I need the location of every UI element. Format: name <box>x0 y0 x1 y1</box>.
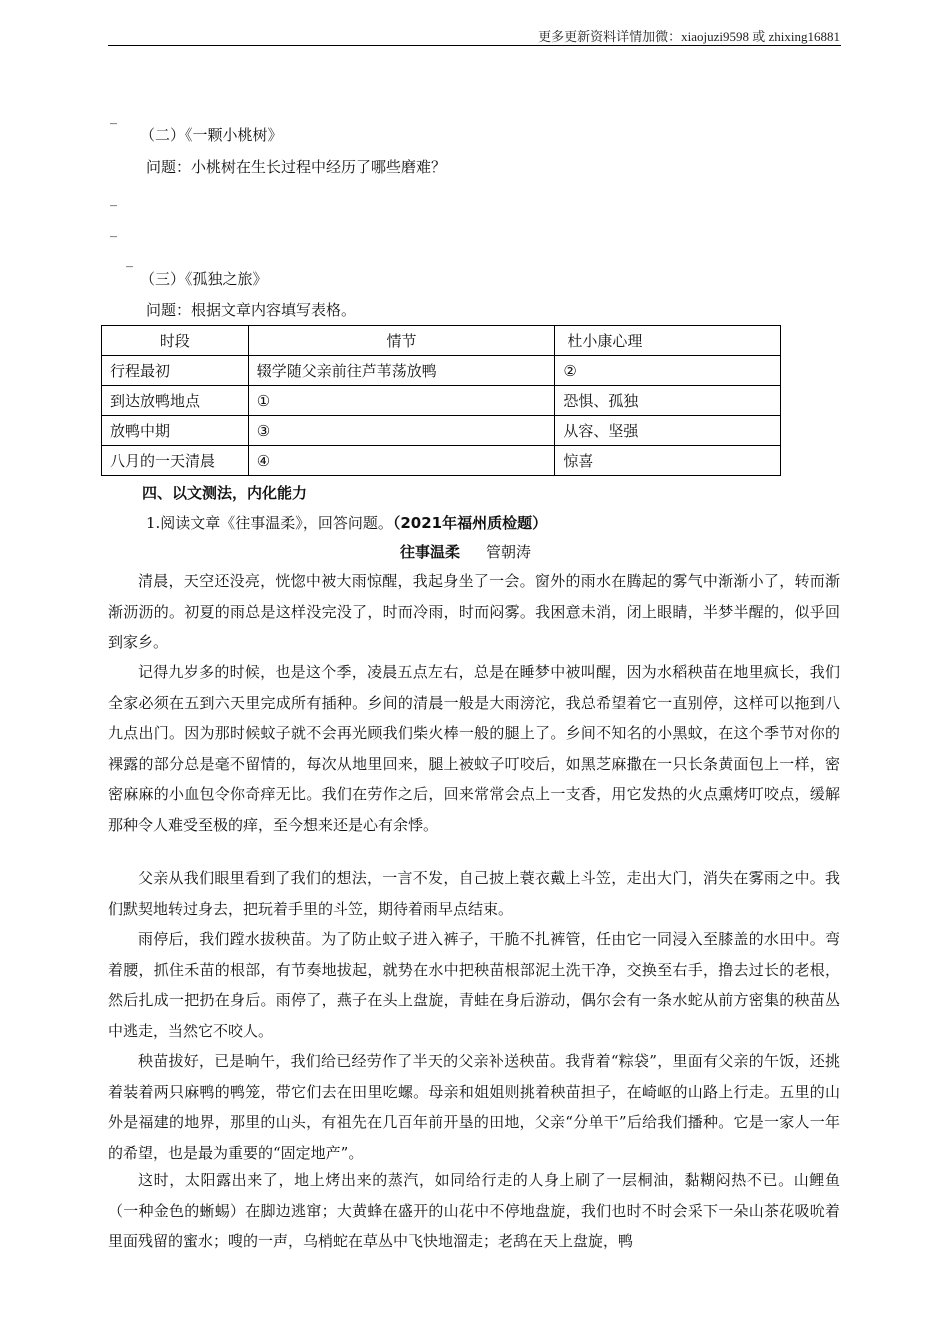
section-2-question: 问题：小桃树在生长过程中经历了哪些磨难？ <box>146 158 447 176</box>
article-title-row <box>400 541 531 563</box>
table-cell: 恐惧、孤独 <box>555 386 781 416</box>
section-2-heading: （二）《一颗小桃树》 <box>140 126 283 144</box>
table-cell: 辍学随父亲前往芦苇荡放鸭 <box>248 356 555 386</box>
table-row <box>102 416 781 446</box>
table-cell: 惊喜 <box>555 446 781 476</box>
article-paragraph: 这时，太阳露出来了，地上烤出来的蒸汽，如同给行走的人身上刷了一层桐油，黏糊闷热不已。山鲤鱼（一种金色的蜥蜴）在脚边逃窜；大黄蜂在盛开的山花中不停地盘旋，我们也时不时会采下一朵山茶花吸吮着里面残留的蜜水；嗖的一声，乌梢蛇在草丛中飞快地溜走；老鸹在天上盘旋，鸭 <box>108 1171 840 1251</box>
blank-answer-line: _ <box>110 109 117 125</box>
blank-answer-line: _ <box>110 191 117 207</box>
article-title: 往事温柔 <box>400 543 461 561</box>
section-3-heading: （三）《孤独之旅》 <box>140 270 268 288</box>
table-cell: 八月的一天清晨 <box>102 446 249 476</box>
blank-answer-line: _ <box>110 222 117 238</box>
article-paragraph: 父亲从我们眼里看到了我们的想法，一言不发，自己披上蓑衣戴上斗笠，走出大门，消失在雾雨之中。我们默契地转过身去，把玩着手里的斗笠，期待着雨早点结束。 <box>108 869 840 918</box>
section-3-question: 问题：根据文章内容填写表格。 <box>146 301 357 319</box>
table-cell: ③ <box>248 416 555 446</box>
table-header-cell: 杜小康心理 <box>555 326 781 356</box>
article-paragraph: 清晨，天空还没亮，恍惚中被大雨惊醒，我起身坐了一会。窗外的雨水在腾起的雾气中渐渐小了，转而渐渐沥沥的。初夏的雨总是这样没完没了，时而冷雨，时而闷雾。我困意未消，闭上眼睛，半梦半醒的，似乎回到家乡。 <box>108 572 840 652</box>
page-header-text: 更多更新资料详情加微：xiaojuzi9598 或 zhixing16881 <box>538 29 840 44</box>
table-cell: 放鸭中期 <box>102 416 249 446</box>
table-cell: ② <box>555 356 781 386</box>
blank-answer-line: _ <box>126 252 133 268</box>
table-row <box>102 446 781 476</box>
article-paragraph: 记得九岁多的时候，也是这个季，凌晨五点左右，总是在睡梦中被叫醒，因为水稻秧苗在地里疯长，我们全家必须在五到六天里完成所有插种。乡间的清晨一般是大雨滂沱，我总希望着它一直别停，这样可以拖到八九点出门。因为那时候蚊子就不会再光顾我们柴火棒一般的腿上了。乡间不知名的小黑蚊，在这个季节对你的裸露的部分总是毫不留情的，每次从地里回来，腿上被蚊子叮咬后，如黑芝麻撒在一只长条黄面包上一样，密密麻麻的小血包令你奇痒无比。我们在劳作之后，回来常常会点上一支香，用它发热的火点熏烤叮咬点，缓解那种令人难受至极的痒，至今想来还是心有余悸。 <box>108 663 840 834</box>
table-cell: 到达放鸭地点 <box>102 386 249 416</box>
table-cell: 从容、坚强 <box>555 416 781 446</box>
fill-in-table <box>101 325 781 476</box>
reading-task-text: 1.阅读文章《往事温柔》，回答问题。 <box>146 514 393 532</box>
article-paragraph: 雨停后，我们蹚水拔秧苗。为了防止蚊子进入裤子，干脆不扎裤管，任由它一同浸入至膝盖的水田中。弯着腰，抓住禾苗的根部，有节奏地拔起，就势在水中把秧苗根部泥土洗干净，交换至右手，撸去过长的老根，然后扎成一把扔在身后。雨停了，燕子在头上盘旋，青蛙在身后游动，偶尔会有一条水蛇从前方密集的秧苗丛中逃走，当然它不咬人。 <box>108 930 840 1040</box>
table-cell: ④ <box>248 446 555 476</box>
table-cell: ① <box>248 386 555 416</box>
table-header-cell: 情节 <box>248 326 555 356</box>
reading-task <box>146 512 547 534</box>
table-cell: 行程最初 <box>102 356 249 386</box>
header-divider <box>108 45 841 46</box>
part-4-heading: 四、以文测法，内化能力 <box>142 484 308 502</box>
table-header-cell: 时段 <box>102 326 249 356</box>
reading-task-source: （2021年福州质检题） <box>392 514 548 532</box>
table-header-row <box>102 326 781 356</box>
table-row <box>102 386 781 416</box>
article-author: 管朝涛 <box>486 543 532 561</box>
article-paragraph: 秧苗拔好，已是晌午，我们给已经劳作了半天的父亲补送秧苗。我背着“粽袋”，里面有父亲的午饭，还挑着装着两只麻鸭的鸭笼，带它们去在田里吃螺。母亲和姐姐则挑着秧苗担子，在崎岖的山路上行走。五里的山外是福建的地界，那里的山头，有祖先在几百年前开垦的田地，父亲“分单干”后给我们播种。它是一家人一年的希望，也是最为重要的“固定地产”。 <box>108 1052 840 1162</box>
table-row <box>102 356 781 386</box>
